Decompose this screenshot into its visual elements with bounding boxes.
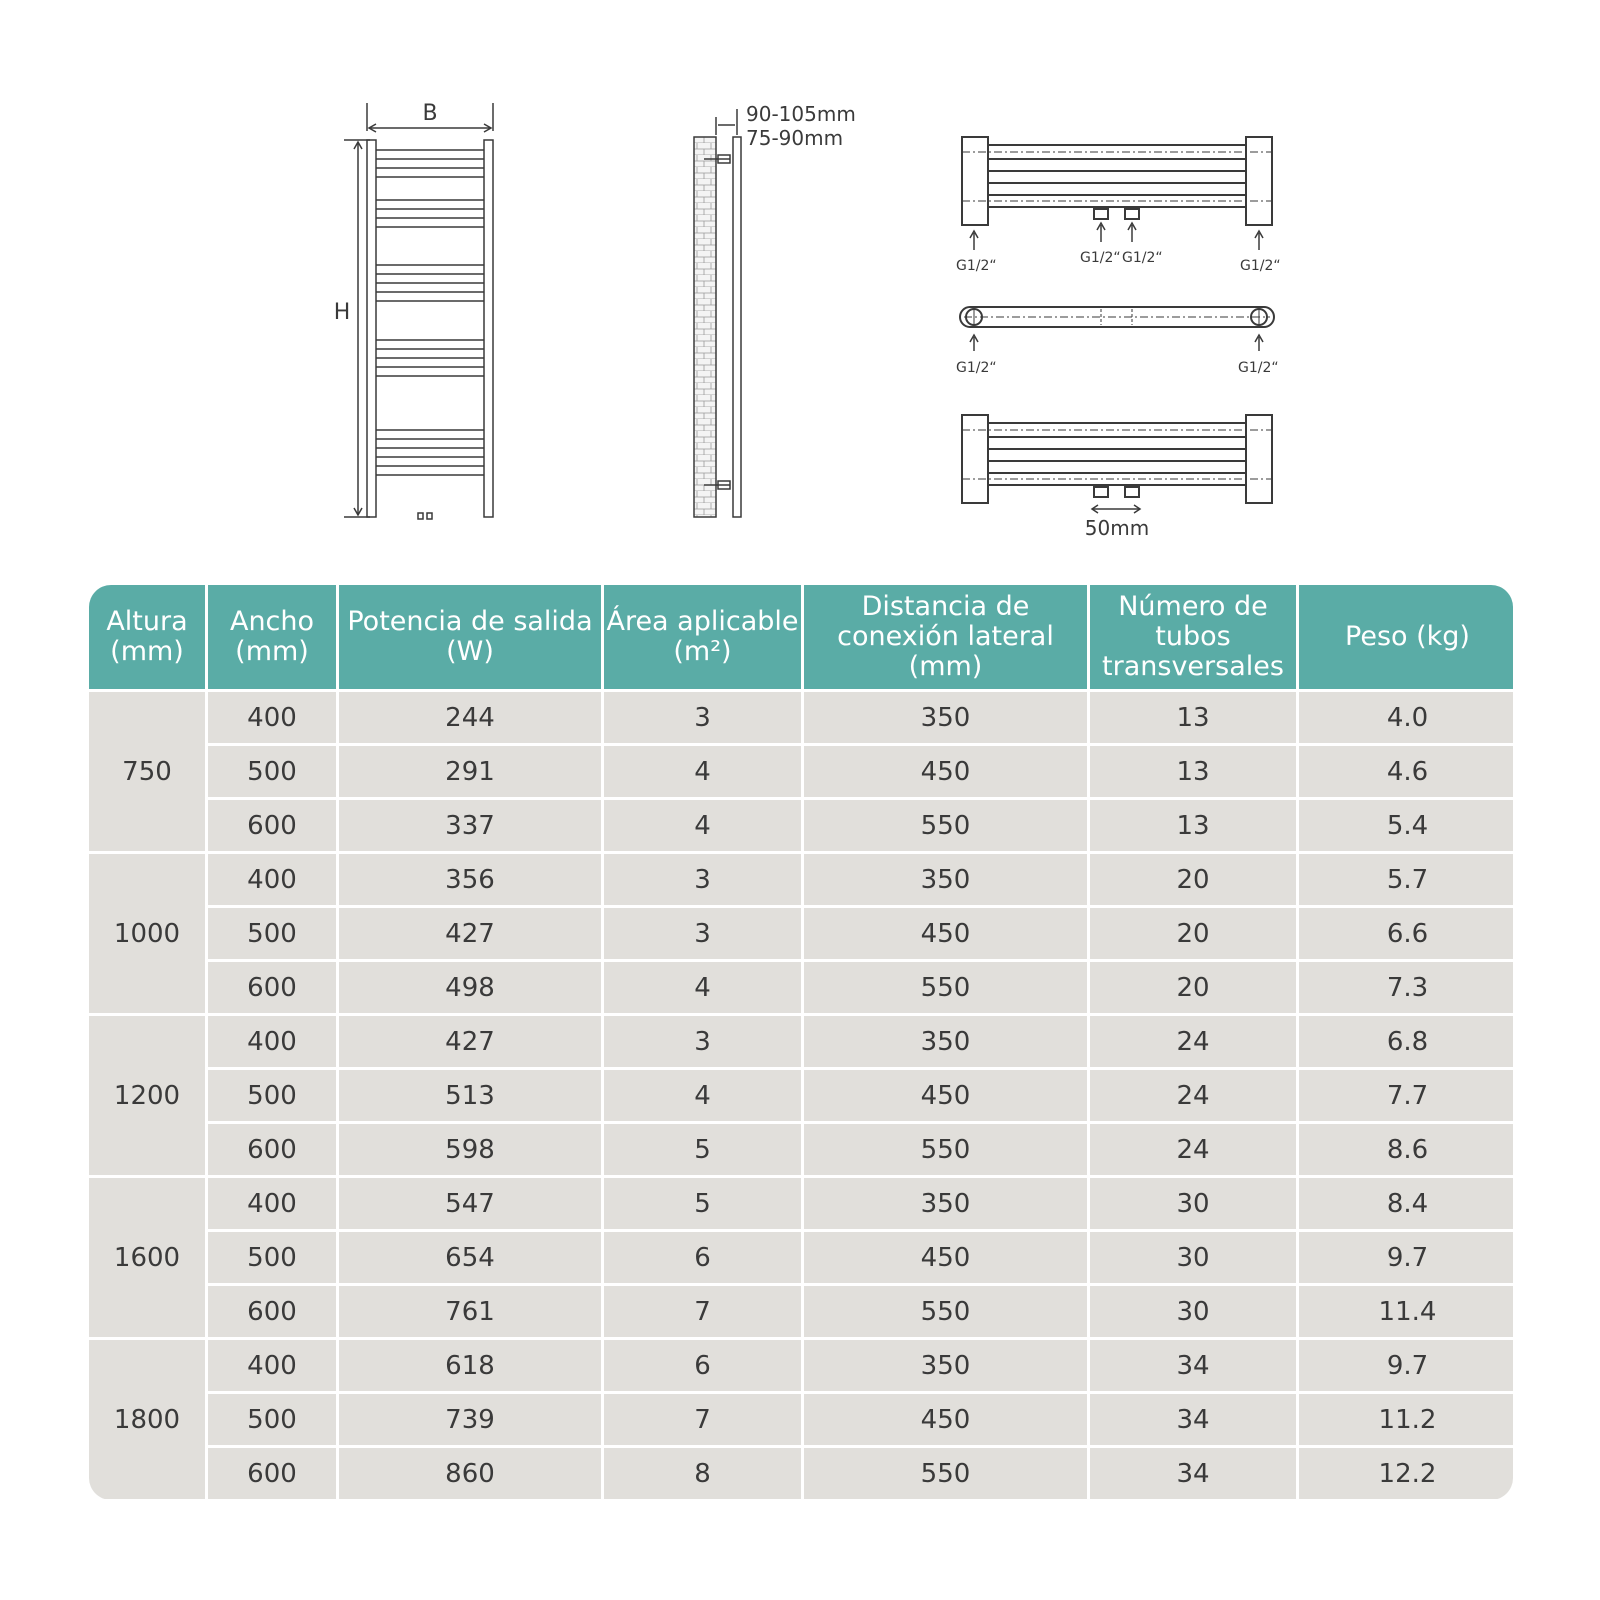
connection-options-diagram (950, 125, 1290, 545)
cell-width: 600 (208, 1286, 336, 1337)
cell-tubes: 30 (1090, 1178, 1296, 1229)
radiator-side-view-diagram (690, 95, 880, 525)
column-header-height: Altura (mm) (89, 585, 205, 689)
cell-output: 427 (339, 1016, 601, 1067)
table-row (89, 1178, 1513, 1229)
cell-area: 3 (604, 1016, 801, 1067)
cell-weight: 5.4 (1299, 800, 1513, 851)
cell-width: 500 (208, 1394, 336, 1445)
cell-width: 400 (208, 1340, 336, 1391)
table-row (89, 1232, 1513, 1283)
cell-tubes: 13 (1090, 746, 1296, 797)
cell-weight: 8.4 (1299, 1178, 1513, 1229)
cell-width: 600 (208, 1448, 336, 1499)
cell-weight: 12.2 (1299, 1448, 1513, 1499)
cell-height: 1800 (89, 1340, 205, 1499)
valve-spacing-label: 50mm (1084, 516, 1150, 540)
cell-distance: 550 (804, 1448, 1087, 1499)
cell-distance: 350 (804, 1016, 1087, 1067)
cell-weight: 11.4 (1299, 1286, 1513, 1337)
column-header-distance: Distancia de conexión lateral (mm) (804, 585, 1087, 689)
cell-output: 356 (339, 854, 601, 905)
cell-area: 3 (604, 692, 801, 743)
cell-distance: 550 (804, 962, 1087, 1013)
cell-weight: 9.7 (1299, 1232, 1513, 1283)
thread-label: G1/2“ (1238, 360, 1279, 376)
cell-output: 427 (339, 908, 601, 959)
table-row (89, 1016, 1513, 1067)
cell-output: 618 (339, 1340, 601, 1391)
table-row (89, 962, 1513, 1013)
cell-distance: 450 (804, 1394, 1087, 1445)
cell-output: 244 (339, 692, 601, 743)
cell-width: 500 (208, 908, 336, 959)
cell-area: 6 (604, 1232, 801, 1283)
table-row (89, 1448, 1513, 1499)
cell-width: 400 (208, 1016, 336, 1067)
cell-weight: 7.7 (1299, 1070, 1513, 1121)
cell-width: 400 (208, 854, 336, 905)
cell-area: 5 (604, 1178, 801, 1229)
cell-height: 1600 (89, 1178, 205, 1337)
cell-area: 3 (604, 908, 801, 959)
cell-distance: 450 (804, 1070, 1087, 1121)
cell-distance: 450 (804, 1232, 1087, 1283)
cell-weight: 7.3 (1299, 962, 1513, 1013)
cell-area: 6 (604, 1340, 801, 1391)
cell-width: 400 (208, 692, 336, 743)
cell-height: 1000 (89, 854, 205, 1013)
cell-tubes: 30 (1090, 1286, 1296, 1337)
table-row (89, 908, 1513, 959)
column-header-area: Área aplicable (m²) (604, 585, 801, 689)
cell-width: 400 (208, 1178, 336, 1229)
thread-label: G1/2“ (956, 360, 997, 376)
cell-tubes: 34 (1090, 1340, 1296, 1391)
cell-area: 4 (604, 962, 801, 1013)
thread-label: G1/2“ (1240, 258, 1281, 274)
cell-area: 3 (604, 854, 801, 905)
cell-area: 7 (604, 1394, 801, 1445)
column-header-tubes: Número de tubos transversales (1090, 585, 1296, 689)
height-dimension-label: H (333, 300, 351, 325)
table-row (89, 1070, 1513, 1121)
cell-tubes: 24 (1090, 1124, 1296, 1175)
cell-output: 513 (339, 1070, 601, 1121)
cell-width: 600 (208, 962, 336, 1013)
table-row (89, 692, 1513, 743)
cell-area: 8 (604, 1448, 801, 1499)
cell-area: 4 (604, 1070, 801, 1121)
cell-output: 739 (339, 1394, 601, 1445)
cell-distance: 350 (804, 1178, 1087, 1229)
cell-width: 600 (208, 800, 336, 851)
cell-tubes: 20 (1090, 908, 1296, 959)
cell-output: 598 (339, 1124, 601, 1175)
cell-tubes: 34 (1090, 1394, 1296, 1445)
cell-weight: 4.6 (1299, 746, 1513, 797)
cell-weight: 8.6 (1299, 1124, 1513, 1175)
cell-output: 291 (339, 746, 601, 797)
cell-area: 7 (604, 1286, 801, 1337)
cell-tubes: 30 (1090, 1232, 1296, 1283)
table-header-row (89, 585, 1513, 689)
cell-weight: 11.2 (1299, 1394, 1513, 1445)
table-row (89, 1124, 1513, 1175)
cell-distance: 350 (804, 854, 1087, 905)
cell-weight: 6.8 (1299, 1016, 1513, 1067)
cell-area: 5 (604, 1124, 801, 1175)
cell-area: 4 (604, 746, 801, 797)
cell-tubes: 20 (1090, 962, 1296, 1013)
width-dimension-label: B (422, 101, 438, 126)
cell-weight: 9.7 (1299, 1340, 1513, 1391)
column-header-output: Potencia de salida (W) (339, 585, 601, 689)
cell-tubes: 24 (1090, 1070, 1296, 1121)
cell-tubes: 13 (1090, 692, 1296, 743)
cell-distance: 350 (804, 1340, 1087, 1391)
table-row (89, 1394, 1513, 1445)
cell-distance: 550 (804, 800, 1087, 851)
cell-width: 500 (208, 746, 336, 797)
wall-distance-outer-label: 90-105mm (746, 102, 856, 126)
wall-distance-inner-label: 75-90mm (746, 126, 844, 150)
cell-distance: 450 (804, 746, 1087, 797)
cell-output: 498 (339, 962, 601, 1013)
cell-distance: 450 (804, 908, 1087, 959)
cell-output: 337 (339, 800, 601, 851)
table-row (89, 746, 1513, 797)
wall-icon (694, 137, 716, 517)
column-header-weight: Peso (kg) (1299, 585, 1513, 689)
cell-weight: 6.6 (1299, 908, 1513, 959)
cell-weight: 4.0 (1299, 692, 1513, 743)
cell-area: 4 (604, 800, 801, 851)
cell-width: 600 (208, 1124, 336, 1175)
cell-tubes: 34 (1090, 1448, 1296, 1499)
table-row (89, 854, 1513, 905)
cell-output: 860 (339, 1448, 601, 1499)
thread-label: G1/2“ (1080, 250, 1121, 266)
cell-height: 1200 (89, 1016, 205, 1175)
cell-distance: 550 (804, 1286, 1087, 1337)
cell-weight: 5.7 (1299, 854, 1513, 905)
table-row (89, 1286, 1513, 1337)
cell-width: 500 (208, 1232, 336, 1283)
cell-distance: 550 (804, 1124, 1087, 1175)
specification-table (89, 585, 1513, 1500)
cell-distance: 350 (804, 692, 1087, 743)
cell-output: 761 (339, 1286, 601, 1337)
thread-label: G1/2“ (956, 258, 997, 274)
cell-height: 750 (89, 692, 205, 851)
cell-tubes: 13 (1090, 800, 1296, 851)
column-header-width: Ancho (mm) (208, 585, 336, 689)
cell-width: 500 (208, 1070, 336, 1121)
table-row (89, 1340, 1513, 1391)
cell-output: 547 (339, 1178, 601, 1229)
cell-output: 654 (339, 1232, 601, 1283)
radiator-front-view-diagram (330, 95, 510, 525)
thread-label: G1/2“ (1122, 250, 1163, 266)
cell-tubes: 20 (1090, 854, 1296, 905)
table-row (89, 800, 1513, 851)
cell-tubes: 24 (1090, 1016, 1296, 1067)
